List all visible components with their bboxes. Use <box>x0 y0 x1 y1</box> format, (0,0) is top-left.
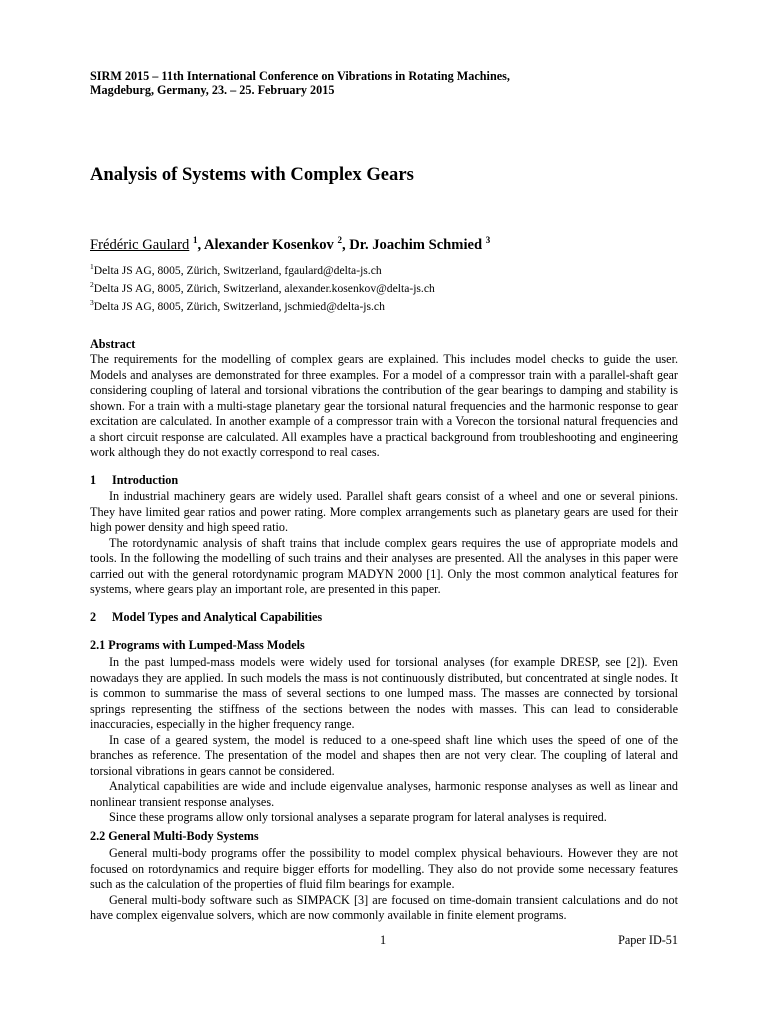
affiliation-2 <box>90 278 435 296</box>
paper-id: Paper ID-51 <box>618 933 678 947</box>
section-1-heading <box>90 473 178 488</box>
author-2-sup: 2 <box>337 235 342 245</box>
affiliation-1 <box>90 260 435 278</box>
section-2-number: 2 <box>90 610 97 624</box>
s21-paragraph-1: In the past lumped-mass models were widely used for torsional analyses (for example DRESP, see [2]). Even nowadays they are applied. In such models the mass is not continuously distributed, but concentrated at single nodes. It is common to summarise the mass of several sections to one lumped mass. The masses are connected by torsional springs representing the stiffness of the sections between the nodes with masses. This can lead to considerable inaccuracies, especially in the higher frequency range. <box>90 655 678 731</box>
affiliation-2-text: Delta JS AG, 8005, Zürich, Switzerland, alexander.kosenkov@delta-js.ch <box>93 282 435 296</box>
paper-title: Analysis of Systems with Complex Gears <box>90 164 414 185</box>
affiliation-1-text: Delta JS AG, 8005, Zürich, Switzerland, fgaulard@delta-js.ch <box>93 263 382 277</box>
s21-paragraph-4: Since these programs allow only torsional analyses a separate program for lateral analyses is required. <box>109 810 607 824</box>
author-3-name: Dr. Joachim Schmied <box>349 236 483 253</box>
section-2-2-heading: 2.2 General Multi-Body Systems <box>90 829 259 843</box>
section-1-title: Introduction <box>112 473 179 487</box>
section-2-2-body <box>90 846 678 924</box>
abstract-text: The requirements for the modelling of complex gears are explained. This includes model checks to guide the user. Models and analyses are demonstrated for three examples. For a model of a compressor train with a parallel-shaft gear considering coupling of lateral and torsional vibrations the contribution of the gear bearings to damping and stability is shown. For a train with a multi-stage planetary gear the torsional natural frequencies and the harmonic response to gear excitation are calculated. In another example of a compressor train with a Vorecon the torsional natural frequencies and a short circuit response are calculated. All examples have a practical background from troubleshooting and engineering work although they do not exactly correspond to real cases. <box>90 352 678 459</box>
intro-paragraph-2: The rotordynamic analysis of shaft trains that include complex gears requires the use of appropriate models and tools. In the following the modelling of such trains and their analyses are presented. All the analyses in this paper were carried out with the general rotordynamic program MADYN 2000 [1]. Only the most common analytical features for systems, where gears play an important role, are presented in this paper. <box>90 535 678 596</box>
s21-paragraph-3: Analytical capabilities are wide and include eigenvalue analyses, harmonic response analyses as well as linear and nonlinear transient response analyses. <box>90 779 678 809</box>
section-2-title: Model Types and Analytical Capabilities <box>112 610 323 624</box>
affiliation-3-text: Delta JS AG, 8005, Zürich, Switzerland, jschmied@delta-js.ch <box>93 300 385 314</box>
conference-header <box>90 69 510 97</box>
page-number: 1 <box>380 933 387 947</box>
affiliations <box>90 260 435 314</box>
conference-line-2: Magdeburg, Germany, 23. – 25. February 2015 <box>90 83 335 97</box>
affiliation-2-sup: 2 <box>90 280 94 290</box>
s22-paragraph-2: General multi-body software such as SIMPACK [3] are focused on time-domain transient calculations and do not have complex eigenvalue solvers, which are now commonly available in finite element programs. <box>90 892 678 922</box>
author-1-name[interactable]: Frédéric Gaulard <box>90 236 190 253</box>
section-2-heading <box>90 610 322 625</box>
section-1-number: 1 <box>90 473 97 487</box>
conference-line-1: SIRM 2015 – 11th International Conference on Vibrations in Rotating Machines, <box>90 69 510 83</box>
author-3-sup: 3 <box>485 235 491 245</box>
s21-paragraph-2: In case of a geared system, the model is reduced to a one-speed shaft line which uses the speed of one of the branches as reference. The presentation of the model and shapes then are not very clear. The coupling of lateral and torsional vibrations in gears cannot be considered. <box>90 732 678 778</box>
section-1-body <box>90 489 678 598</box>
affiliation-1-sup: 1 <box>90 262 94 271</box>
abstract-heading: Abstract <box>90 337 136 351</box>
section-2-1-body <box>90 655 678 826</box>
s22-paragraph-1: General multi-body programs offer the possibility to model complex physical behaviours. However they are not focused on rotordynamics and require bigger efforts for modelling. They also do not provide some necessary features such as the calculation of the properties of fluid film bearings for example. <box>90 846 678 891</box>
section-2-1-heading: 2.1 Programs with Lumped-Mass Models <box>90 638 305 652</box>
author-2-name: Alexander Kosenkov <box>203 236 334 253</box>
affiliation-3-sup: 3 <box>90 298 94 308</box>
author-list: Frédéric Gaulard $^1$, Alexander Kosenkov $^2$, Dr. Joachim Schmied $^3$ <box>90 235 491 253</box>
affiliation-3 <box>90 296 435 314</box>
intro-paragraph-1: In industrial machinery gears are widely used. Parallel shaft gears consist of a wheel and one or several pinions. They have limited gear ratios and power rating. More complex arrangements such as planetary gears are used for their high power density and high speed ratio. <box>90 489 678 534</box>
author-1-sup: 1 <box>192 235 198 245</box>
